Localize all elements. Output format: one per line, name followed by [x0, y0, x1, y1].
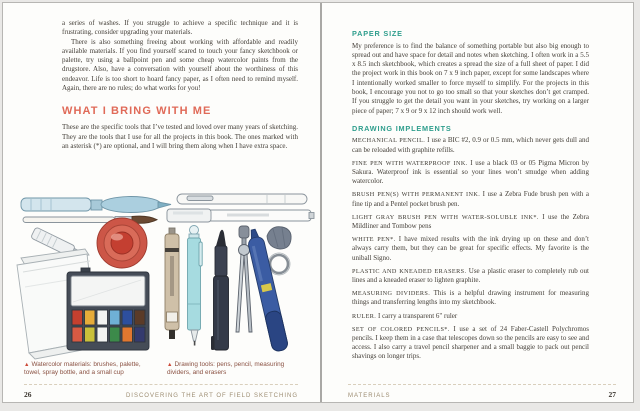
heading-paper-size: PAPER SIZE [352, 29, 403, 38]
paper-size-paragraph: My preference is to find the balance of something portable but also big enough to spread out and have space for detail and notes when sketching. I often work in a 5.5 x 8.5 inch sketchbook, which creates a spread the size of a full sheet of paper. I did the project work in this book on 7 x 9 inch paper, except for some landscapes where I intentionally worked smaller to force myself to simplify. For the projects in this book, I encourage you not to go too small so that your sketches don’t get cramped. If you struggle to get the detail you want in your sketches, try working on a larger piece of paper; 7 x 9 or 9 x 12 inch should work well. [352, 41, 589, 115]
right-page-footer [348, 384, 616, 399]
implement-text: Use a plastic eraser to completely rub out lines and a kneaded eraser to lighten graphite. [352, 266, 589, 285]
caption-text: Watercolor materials: brushes, palette, towel, spray bottle, and a small cup [24, 361, 141, 377]
left-page-text-block [62, 19, 298, 151]
implement-term: LIGHT GRAY BRUSH PEN WITH WATER-SOLUBLE INK*. [352, 213, 539, 221]
paragraph-washes: a series of washes. If you struggle to achieve a specific technique and it is frustrating, consider upgrading your materials. [62, 19, 298, 37]
implement-term: MECHANICAL PENCIL. [352, 137, 426, 145]
implement-text: I use a set of 24 Faber-Castell Polychromos pencils. I keep them in a case that telescopes down so the pencils are easy to see and access. I also carry a travel pencil sharpener and a small baggie to pack out pencil shavings on longer trips. [352, 324, 589, 361]
implement-text: I use a black 03 or 05 Pigma Micron by Sakura. Waterproof ink is essential so your lines won’t smudge when adding watercolor. [352, 158, 589, 186]
caption-triangle-icon: ▲ [167, 362, 173, 368]
caption-triangle-icon: ▲ [24, 362, 30, 368]
section-intro: These are the specific tools that I’ve tested and loved over many years of sketching. They are the tools that I use for all the projects in this book. The ones marked with an asterisk (*) are optional, and I will bring them along when I have extra space. [62, 123, 298, 150]
implement-term: MEASURING DIVIDERS. [352, 290, 431, 298]
implement-entry-fine-pen [352, 159, 589, 187]
implement-entry-erasers [352, 267, 589, 285]
implement-term: SET OF COLORED PENCILS*. [352, 325, 450, 333]
water-brush-icon [21, 197, 171, 213]
implement-text: I carry a transparent 6" ruler [376, 311, 458, 320]
kneaded-eraser-icon [267, 227, 291, 249]
running-foot: DISCOVERING THE ART OF FIELD SKETCHING [125, 392, 298, 399]
figure-caption-drawing-tools [167, 361, 307, 377]
implement-entry-brush-pens [352, 190, 589, 208]
implement-term: BRUSH PEN(S) WITH PERMANENT INK. [352, 191, 481, 199]
brush-pen-icon [211, 230, 229, 350]
paragraph-affordable-materials: There is also something freeing about working with affordable and readily available materials. If you find yourself scared to touch your fancy sketchbook or palette, try using a ballpoint pen and some cheap watercolor paints from the drugstore. Also, have a conversation with yourself about the worthiness of this endeavor. Life is too short to hoard fancy paper, as I often need to remind myself. Again, there are no rules; do what works for you! [62, 37, 298, 93]
mechanical-pencil-icon [188, 226, 203, 346]
running-foot: MATERIALS [348, 392, 391, 399]
implement-text: I use a Zebra Fude brush pen with a fine tip and a Pentel pocket brush pen. [352, 190, 589, 208]
implement-term: PLASTIC AND KNEADED ERASERS. [352, 267, 467, 275]
caption-text: Drawing tools: pens, pencil, measuring dividers, and erasers [167, 361, 285, 377]
implement-text: I have mixed results with the ink drying up on these and don’t always carry them, but they can be great for specific effects. My favorite is the uniball Signo. [352, 235, 589, 262]
materials-illustration [15, 192, 317, 362]
page-number: 27 [608, 389, 616, 399]
page-gutter-divider [320, 3, 322, 402]
implement-entry-measuring-dividers [352, 289, 589, 307]
implement-entry-mechanical-pencil [352, 136, 589, 154]
implement-term: WHITE PEN*. [352, 236, 396, 244]
implement-entry-gray-brush-pen [352, 213, 589, 231]
implement-term: FINE PEN WITH WATERPROOF INK. [352, 159, 468, 167]
right-page-text-block [352, 29, 589, 366]
implement-text: I use a BIC #2, 0.9 or 0.5 mm, which never gets dull and can be reloaded with graphite refills. [352, 136, 589, 154]
implement-text: I use the Zebra Mildliner and Tombow pens [352, 212, 589, 230]
white-gel-pen-icon [177, 194, 307, 204]
section-heading-what-i-bring: WHAT I BRING WITH ME [62, 105, 212, 118]
left-page-footer [24, 384, 298, 399]
implement-term: RULER. [352, 312, 377, 320]
collapsible-cup-icon [97, 218, 147, 268]
paintbrush-icon [23, 216, 157, 223]
figure-caption-watercolor [24, 361, 152, 377]
implement-entry-ruler [352, 312, 589, 321]
fine-pen-icon [165, 228, 179, 339]
implement-entry-white-pen [352, 235, 589, 263]
gray-brush-pen-icon [167, 209, 314, 222]
page-number: 26 [24, 389, 32, 399]
book-spread [2, 2, 634, 403]
watercolor-palette-icon [67, 268, 149, 350]
heading-drawing-implements: DRAWING IMPLEMENTS [352, 123, 452, 133]
implement-entry-colored-pencils [352, 325, 589, 362]
implement-text: This is a helpful drawing instrument for measuring things and transferring lengths into my sketchbook. [352, 289, 589, 307]
